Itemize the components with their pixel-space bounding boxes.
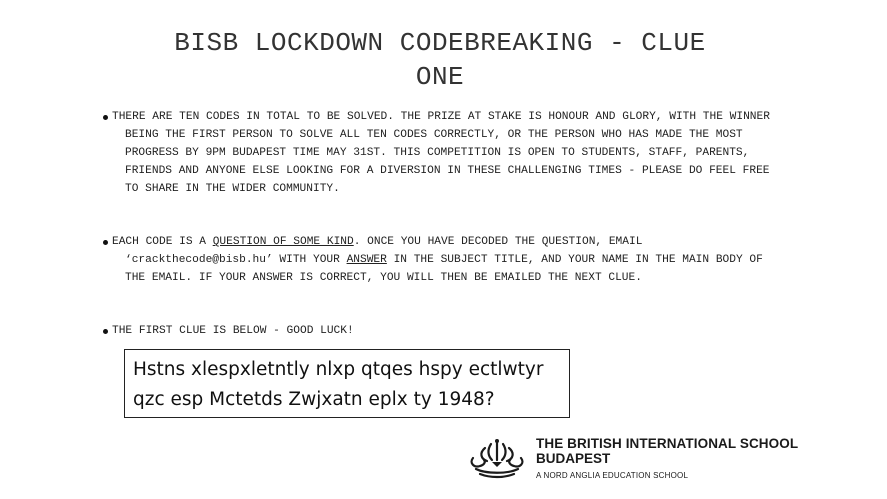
clue-line-1: Hstns xlespxletntly nlxp qtqes hspy ectlwtyr — [133, 359, 544, 380]
title-line-1: BISB LOCKDOWN CODEBREAKING - CLUE — [174, 28, 706, 58]
bullet-rules — [112, 108, 780, 198]
page-title — [60, 26, 820, 94]
instructions-part-1: EACH CODE IS A — [112, 236, 213, 248]
clue-line-2: qzc esp Mctetds Zwjxatn eplx ty 1948? — [133, 389, 495, 410]
crest-icon — [466, 438, 528, 480]
instructions-part-3: IN THE SUBJECT TITLE, AND YOUR NAME IN THE MAIN BODY OF THE EMAIL. IF YOUR ANSWER IS CORRECT, YOU WILL THEN BE EMAILED THE NEXT CLUE. — [125, 254, 763, 284]
logo-tagline: A NORD ANGLIA EDUCATION SCHOOL — [536, 471, 689, 480]
bullet-dot — [103, 240, 108, 245]
bullet-instructions — [112, 233, 780, 287]
logo-school-name: THE BRITISH INTERNATIONAL SCHOOL — [536, 436, 799, 451]
instructions-part-2: . ONCE YOU HAVE DECODED THE QUESTION, EMAIL ‘crackthecode@bisb.hu’ WITH YOUR — [125, 236, 643, 266]
logo-city: BUDAPEST — [536, 451, 611, 466]
clue-box — [124, 349, 570, 418]
question-underline: QUESTION OF SOME KIND — [212, 236, 354, 248]
rules-text: THERE ARE TEN CODES IN TOTAL TO BE SOLVED. THE PRIZE AT STAKE IS HONOUR AND GLORY, WITH THE WINNER BEING THE FIRST PERSON TO SOLVE ALL TEN CODES CORRECTLY, OR THE PERSON WHO HAS MADE THE MOST PROGRESS BY 9PM BUDAPEST TIME MAY 31ST. THIS COMPETITION IS OPEN TO STUDENTS, STAFF, PARENTS, FRIENDS AND ANYONE ELSE LOOKING FOR A DIVERSION IN THESE CHALLENGING TIMES - PLEASE DO FEEL FREE TO SHARE IN THE WIDER COMMUNITY. — [112, 111, 770, 195]
instructions-text — [112, 233, 780, 287]
bullet-first-clue — [112, 322, 780, 340]
title-line-2: ONE — [415, 62, 465, 92]
answer-underline: ANSWER — [346, 254, 387, 266]
first-clue-text: THE FIRST CLUE IS BELOW - GOOD LUCK! — [112, 325, 354, 337]
school-logo — [466, 436, 886, 488]
logo-text — [536, 436, 798, 482]
bullet-dot — [103, 329, 108, 334]
bullet-dot — [103, 115, 108, 120]
